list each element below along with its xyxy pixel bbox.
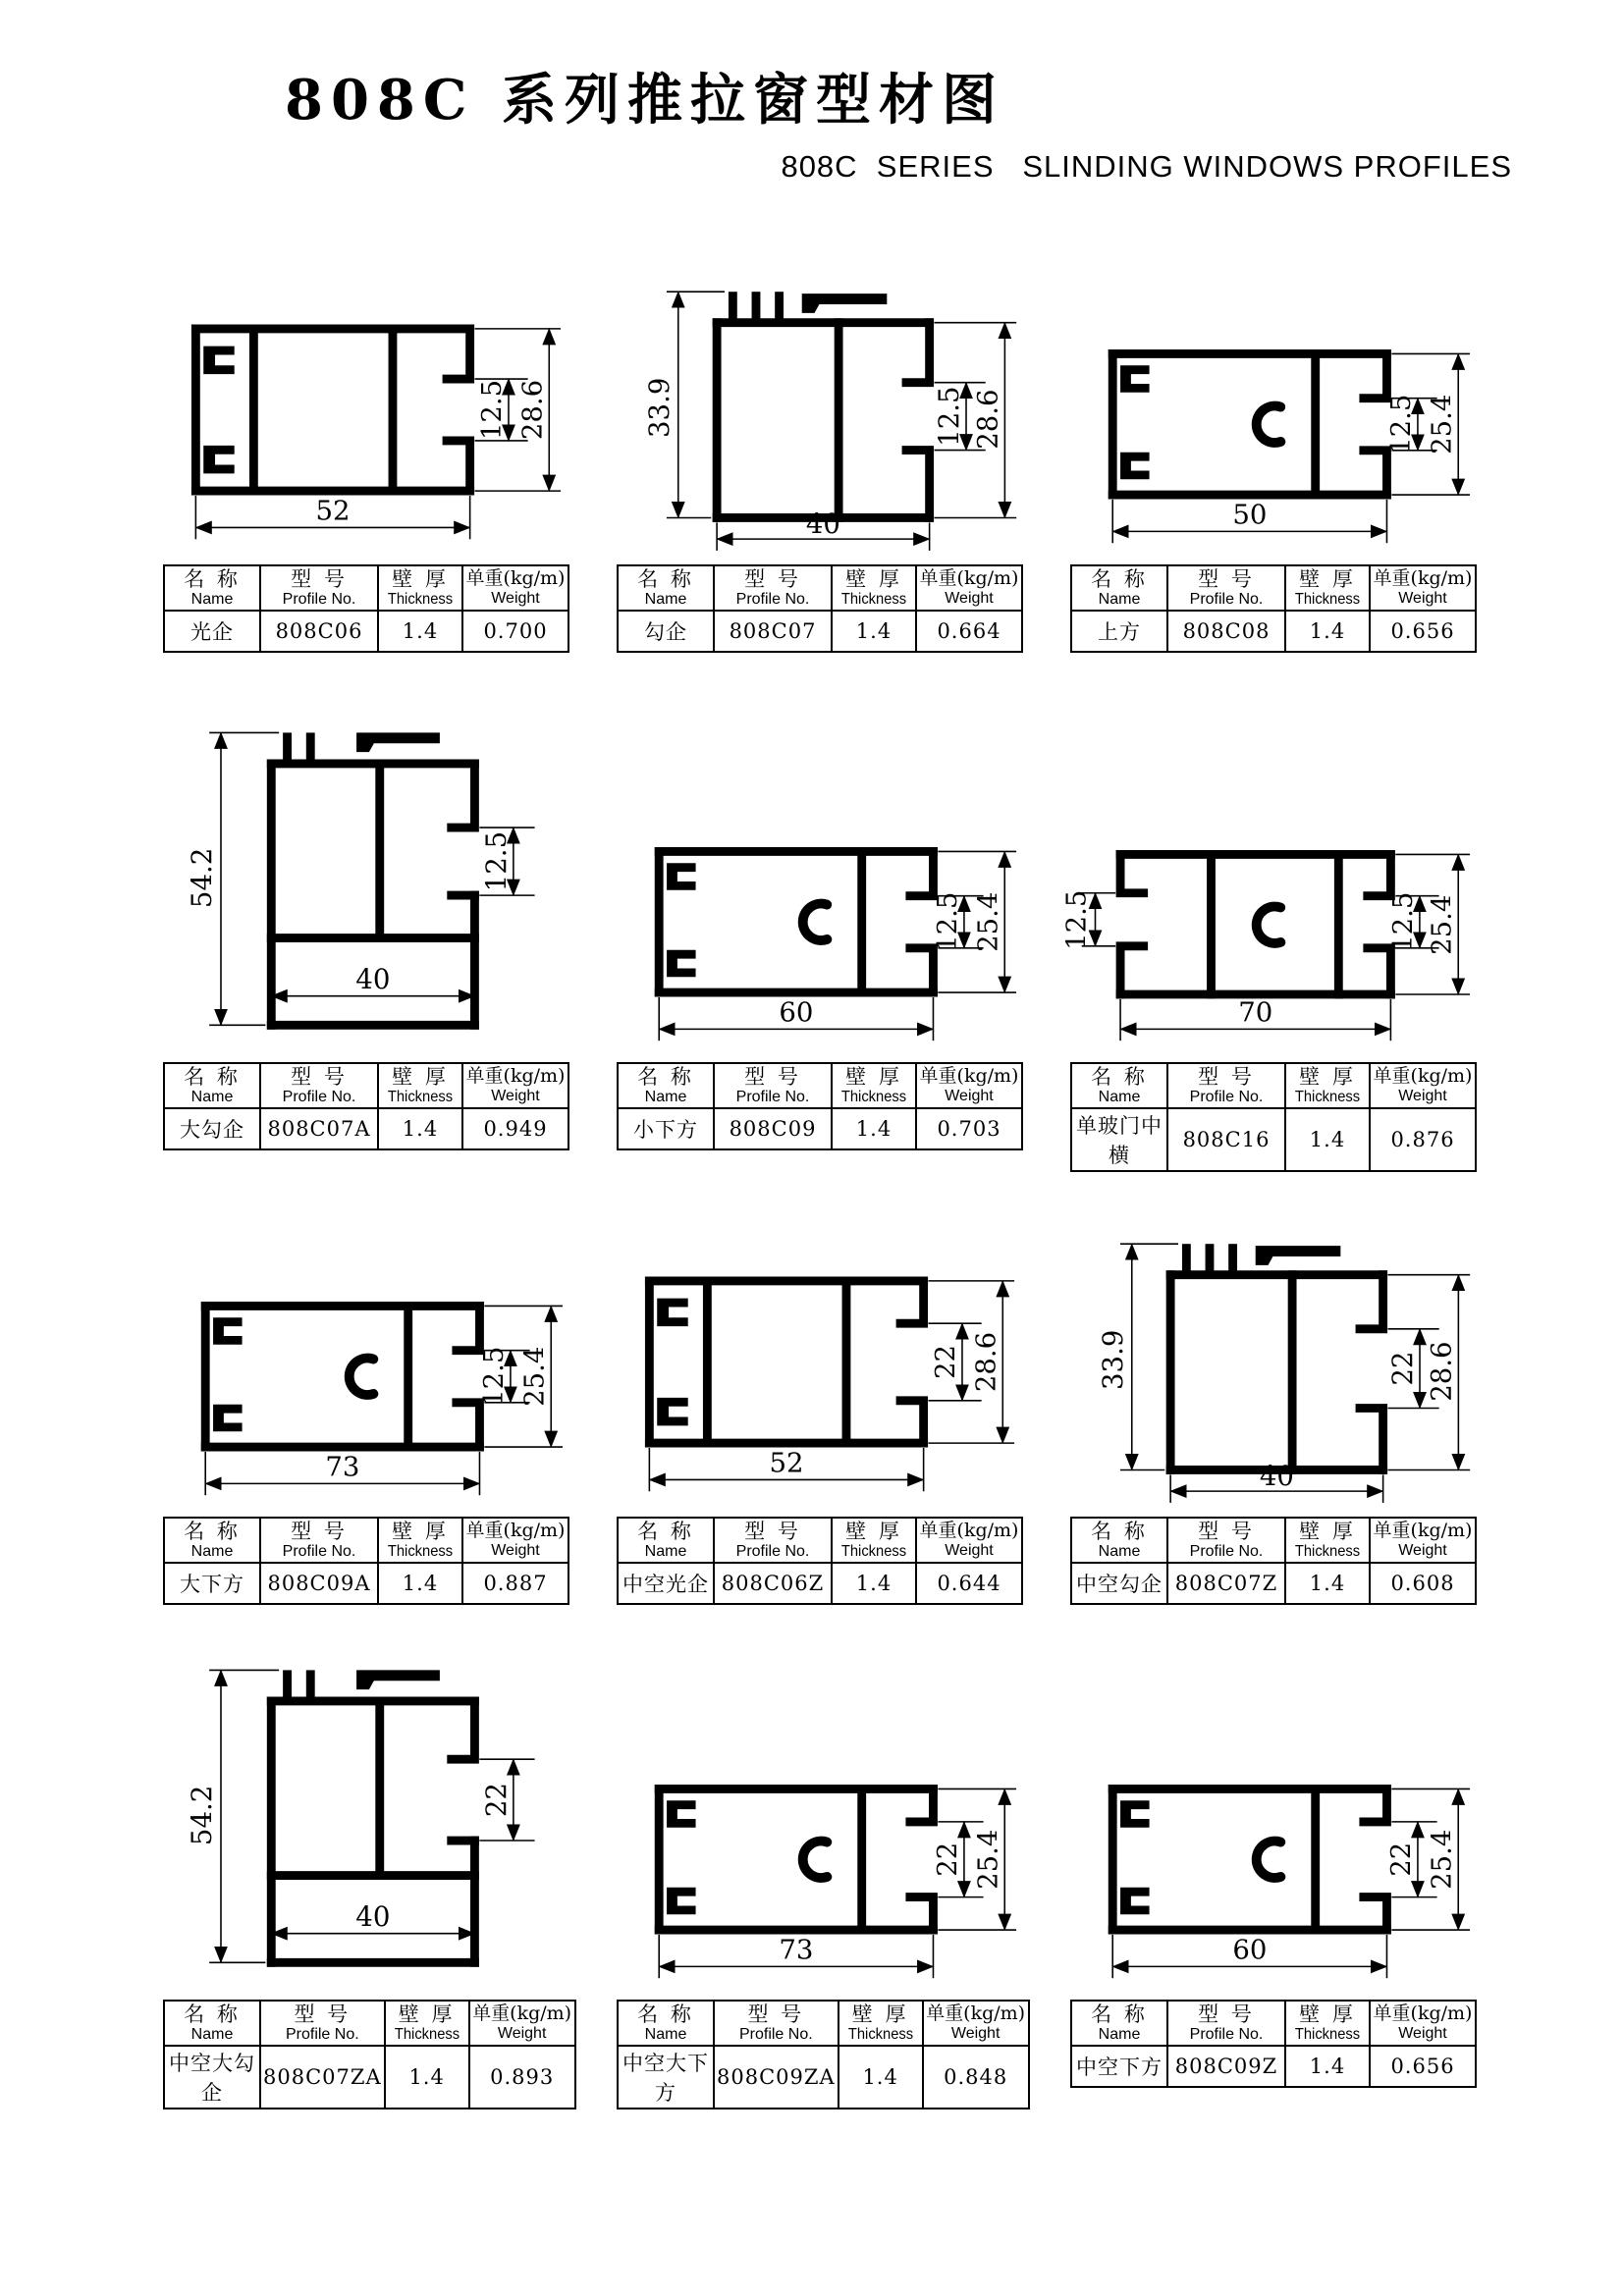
spec-table: 名 称 Name 型 号 Profile No. 壁 厚 Thickness 单重(kg/m) Weight 中空勾企 808C07Z 1.4 0.608 — [1070, 1517, 1477, 1605]
profile-outline — [195, 329, 469, 491]
dim-slot: 12.5 — [932, 891, 964, 952]
profile-no: 808C07Z — [1167, 1563, 1285, 1604]
profile-thickness: 1.4 — [1285, 611, 1370, 652]
dimension-lines — [649, 1281, 1002, 1480]
dim-bottom: 40 — [805, 508, 840, 541]
profile-no: 808C09 — [714, 1108, 832, 1149]
dim-right: 28.6 — [970, 1331, 1002, 1393]
profile-weight: 0.656 — [1370, 611, 1476, 652]
dim-bottom: 70 — [1238, 996, 1273, 1029]
dim-inner: 40 — [355, 962, 391, 995]
profile-outline — [659, 851, 933, 992]
profile-weight: 0.703 — [916, 1108, 1022, 1149]
profile-cell — [601, 231, 1043, 653]
profile-thickness: 1.4 — [378, 1108, 462, 1149]
dim-slot: 12.5 — [478, 1346, 511, 1407]
profile-no: 808C06Z — [714, 1563, 832, 1604]
profile-cell — [601, 677, 1043, 1172]
profile-drawing — [149, 1622, 575, 1990]
dim-left: 54.2 — [186, 847, 219, 909]
profile-row-1 — [147, 231, 1496, 653]
profile-drawing — [1056, 265, 1482, 555]
profile-no: 808C08 — [1167, 611, 1285, 652]
spec-table: 名 称 Name 型 号 Profile No. 壁 厚 Thickness 单重(kg/m) Weight 中空大勾企 808C07ZA 1.4 0.893 — [163, 2000, 576, 2109]
dim-slot: 12.5 — [476, 379, 509, 441]
profile-cell — [147, 1183, 589, 1605]
dim-slot: 22 — [1387, 1351, 1420, 1386]
profile-weight: 0.876 — [1370, 1108, 1476, 1171]
profile-weight: 0.949 — [462, 1108, 568, 1149]
profile-row-3 — [147, 1183, 1496, 1605]
profile-cell — [147, 1615, 589, 2109]
dim-inner: 40 — [355, 1899, 391, 1933]
extension-lines — [1112, 1789, 1470, 1978]
profile-drawing — [149, 1217, 574, 1507]
dim-right: 25.4 — [972, 891, 1004, 952]
spec-table: 名 称 Name 型 号 Profile No. 壁 厚 Thickness 单重(kg/m) Weight 上方 808C08 1.4 0.656 — [1070, 564, 1477, 653]
extension-lines — [659, 1789, 1016, 1978]
profile-no: 808C09A — [260, 1563, 378, 1604]
profile-thickness: 1.4 — [385, 2046, 469, 2109]
profile-name: 大下方 — [164, 1563, 260, 1604]
profile-drawing — [1056, 763, 1482, 1052]
dim-slot: 12.5 — [934, 386, 966, 447]
dim-bottom: 52 — [315, 495, 351, 527]
dim-bottom: 73 — [779, 1934, 814, 1966]
dim-left: 33.9 — [1097, 1329, 1129, 1390]
dim-right: 25.4 — [1426, 1829, 1458, 1890]
profile-cell — [147, 677, 589, 1172]
dim-bottom: 73 — [325, 1451, 360, 1483]
profile-name: 光企 — [164, 611, 260, 652]
dim-right: 28.6 — [972, 389, 1004, 450]
page-subtitle: 808C SERIES SLINDING WINDOWS PROFILES — [781, 149, 1512, 184]
profile-weight: 0.644 — [916, 1563, 1022, 1604]
profile-drawing — [149, 684, 575, 1052]
page-title: 808C 系列推拉窗型材图 — [285, 68, 1004, 133]
dim-bottom: 50 — [1232, 499, 1268, 531]
profile-cell — [1055, 677, 1496, 1172]
profile-drawing — [1056, 1700, 1482, 1990]
spec-table: 名 称 Name 型 号 Profile No. 壁 厚 Thickness 单重(kg/m) Weight 单玻门中横 808C16 1.4 0.876 — [1070, 1062, 1477, 1172]
profile-weight: 0.700 — [462, 611, 568, 652]
dim-left: 33.9 — [643, 377, 676, 438]
profile-outline — [717, 323, 930, 518]
profile-cell — [601, 1183, 1043, 1605]
profile-thickness: 1.4 — [832, 1563, 916, 1604]
dim-right: 28.6 — [516, 379, 549, 441]
profile-outline — [1112, 353, 1386, 495]
dim-right: 28.6 — [1426, 1341, 1458, 1402]
profile-cell — [147, 231, 589, 653]
dim-left: 54.2 — [186, 1785, 219, 1846]
dim-slot: 12.5 — [1387, 891, 1420, 952]
profile-outline — [205, 1306, 479, 1447]
dimension-lines — [659, 1789, 1004, 1966]
profile-no: 808C06 — [260, 611, 378, 652]
dim-bottom: 60 — [1232, 1934, 1268, 1966]
profile-outline — [1112, 1789, 1386, 1930]
dim-right: 25.4 — [1426, 894, 1458, 955]
profile-weight: 0.664 — [916, 611, 1022, 652]
dimension-lines — [1112, 1789, 1458, 1966]
profile-weight: 0.893 — [469, 2046, 575, 2109]
profile-thickness: 1.4 — [832, 1108, 916, 1149]
profile-name: 大勾企 — [164, 1108, 260, 1149]
profile-no: 808C07ZA — [260, 2046, 385, 2109]
dim-bottom: 60 — [779, 996, 814, 1029]
profile-outline — [1170, 1275, 1383, 1470]
profile-cell — [1055, 231, 1496, 653]
dim-left: 12.5 — [1060, 889, 1093, 950]
dim-slot: 22 — [932, 1842, 964, 1877]
profile-name: 中空大下方 — [618, 2046, 714, 2109]
profile-drawing — [1056, 1188, 1482, 1507]
spec-table: 名 称 Name 型 号 Profile No. 壁 厚 Thickness 单重(kg/m) Weight 中空光企 808C06Z 1.4 0.644 — [617, 1517, 1023, 1605]
dim-slot: 22 — [930, 1344, 962, 1380]
profile-name: 勾企 — [618, 611, 714, 652]
profile-outline — [659, 1789, 933, 1930]
profile-row-4 — [147, 1615, 1496, 2109]
profile-thickness: 1.4 — [1285, 1563, 1370, 1604]
profile-thickness: 1.4 — [832, 611, 916, 652]
profile-no: 808C09Z — [1167, 2046, 1285, 2087]
profile-no: 808C16 — [1167, 1108, 1285, 1171]
profile-name: 中空大勾企 — [164, 2046, 260, 2109]
dim-slot: 22 — [1385, 1842, 1418, 1877]
profile-name: 中空下方 — [1071, 2046, 1167, 2087]
profile-name: 中空勾企 — [1071, 1563, 1167, 1604]
profile-weight: 0.656 — [1370, 2046, 1476, 2087]
spec-table: 名 称 Name 型 号 Profile No. 壁 厚 Thickness 单重(kg/m) Weight 中空下方 808C09Z 1.4 0.656 — [1070, 2000, 1477, 2088]
profile-drawing — [603, 236, 1028, 555]
dim-slot: 22 — [479, 1783, 513, 1818]
profile-name: 中空光企 — [618, 1563, 714, 1604]
profile-name: 单玻门中横 — [1071, 1108, 1167, 1171]
spec-table: 名 称 Name 型 号 Profile No. 壁 厚 Thickness 单重(kg/m) Weight 大下方 808C09A 1.4 0.887 — [163, 1517, 569, 1605]
profile-weight: 0.848 — [923, 2046, 1029, 2109]
spec-table: 名 称 Name 型 号 Profile No. 壁 厚 Thickness 单重(kg/m) Weight 光企 808C06 1.4 0.700 — [163, 564, 569, 653]
profile-drawing — [603, 763, 1028, 1052]
profile-outline — [649, 1281, 923, 1443]
dim-bottom: 52 — [769, 1447, 804, 1479]
profile-cell — [1055, 1615, 1496, 2109]
profile-thickness: 1.4 — [839, 2046, 923, 2109]
profile-drawing — [603, 1217, 1028, 1507]
dim-slot: 12.5 — [1385, 394, 1418, 454]
profile-drawing — [603, 1700, 1028, 1990]
dim-slot: 12.5 — [479, 830, 513, 892]
profile-thickness: 1.4 — [1285, 2046, 1370, 2087]
profile-thickness: 1.4 — [1285, 1108, 1370, 1171]
profile-no: 808C07A — [260, 1108, 378, 1149]
dim-right: 25.4 — [1426, 394, 1458, 454]
profile-weight: 0.887 — [462, 1563, 568, 1604]
profile-name: 小下方 — [618, 1108, 714, 1149]
profile-row-2 — [147, 677, 1496, 1172]
profile-no: 808C09ZA — [714, 2046, 839, 2109]
spec-table: 名 称 Name 型 号 Profile No. 壁 厚 Thickness 单重(kg/m) Weight 大勾企 808C07A 1.4 0.949 — [163, 1062, 569, 1150]
spec-table: 名 称 Name 型 号 Profile No. 壁 厚 Thickness 单重(kg/m) Weight 中空大下方 808C09ZA 1.4 0.848 — [617, 2000, 1030, 2109]
profile-name: 上方 — [1071, 611, 1167, 652]
profile-thickness: 1.4 — [378, 1563, 462, 1604]
profile-thickness: 1.4 — [378, 611, 462, 652]
dim-right: 25.4 — [518, 1346, 551, 1407]
profile-no: 808C07 — [714, 611, 832, 652]
profile-drawing — [149, 265, 574, 555]
profile-weight: 0.608 — [1370, 1563, 1476, 1604]
dim-bottom: 40 — [1259, 1461, 1294, 1493]
spec-table: 名 称 Name 型 号 Profile No. 壁 厚 Thickness 单重(kg/m) Weight 勾企 808C07 1.4 0.664 — [617, 564, 1023, 653]
profile-cell — [1055, 1183, 1496, 1605]
dim-right: 25.4 — [972, 1829, 1004, 1890]
profile-cell — [601, 1615, 1043, 2109]
spec-table: 名 称 Name 型 号 Profile No. 壁 厚 Thickness 单重(kg/m) Weight 小下方 808C09 1.4 0.703 — [617, 1062, 1023, 1150]
